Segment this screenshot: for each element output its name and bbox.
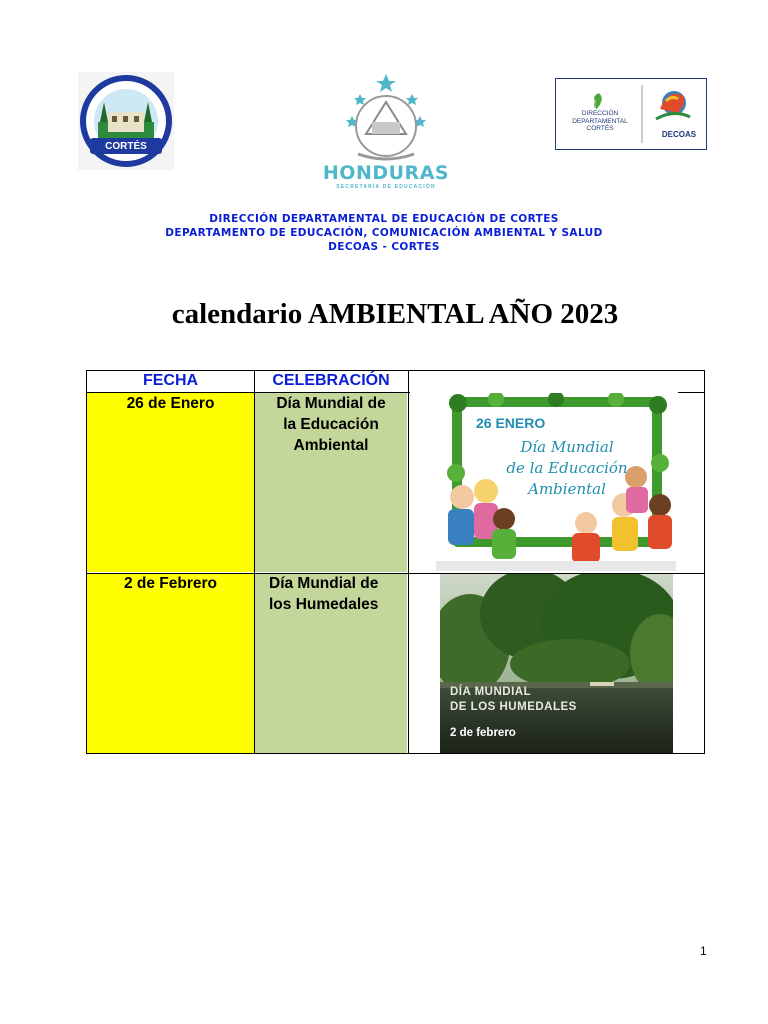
row1-celebracion: Día Mundial de la Educación Ambiental: [276, 395, 386, 454]
cortes-label: CORTÉS: [105, 141, 147, 152]
table-border-right: [704, 370, 705, 754]
dde-cortes-logo: [78, 72, 174, 170]
table-border-left: [86, 370, 87, 754]
header-fecha: FECHA: [142, 372, 199, 389]
row1-fecha: 26 de Enero: [126, 395, 215, 412]
table-border-col2: [408, 370, 409, 754]
header-line-1: DIRECCIÓN DEPARTAMENTAL DE EDUCACIÓN DE CORTES: [209, 213, 559, 225]
page-title: calendario AMBIENTAL AÑO 2023: [171, 298, 619, 330]
row2-fecha-cell: [87, 574, 254, 753]
wetlands-day-poster: [440, 574, 673, 753]
decoas-wordmark: DECOAS: [661, 130, 697, 139]
header-line-3: DECOAS - CORTES: [328, 241, 440, 253]
poster2-date: 2 de febrero: [450, 727, 516, 739]
poster1-date: 26 ENERO: [476, 415, 546, 431]
table-border-bottom: [86, 753, 705, 754]
poster2-title: DÍA MUNDIAL DE LOS HUMEDALES: [450, 686, 577, 713]
row2-fecha: 2 de Febrero: [123, 575, 218, 592]
header-line-2: DEPARTAMENTO DE EDUCACIÓN, COMUNICACIÓN AMBIENTAL Y SALUD: [165, 227, 603, 239]
direccion-departamental-label: DIRECCIÓN DEPARTAMENTAL CORTÉS: [572, 110, 628, 132]
secretaria-subtitle: SECRETARÍA DE EDUCACIÓN: [336, 184, 436, 190]
row1-fecha-cell: [87, 393, 254, 572]
honduras-wordmark: HONDURAS: [322, 162, 450, 184]
education-day-poster: [436, 393, 676, 571]
honduras-seal-logo: [300, 72, 472, 192]
poster1-title: Día Mundial de la Educación Ambiental: [506, 438, 628, 498]
row2-celebracion: Día Mundial de los Humedales: [269, 575, 379, 613]
header-celebracion: CELEBRACIÓN: [272, 372, 390, 389]
table-border-top: [86, 370, 705, 371]
table-border-header-right: [678, 392, 705, 393]
page-number: 1: [700, 944, 707, 958]
